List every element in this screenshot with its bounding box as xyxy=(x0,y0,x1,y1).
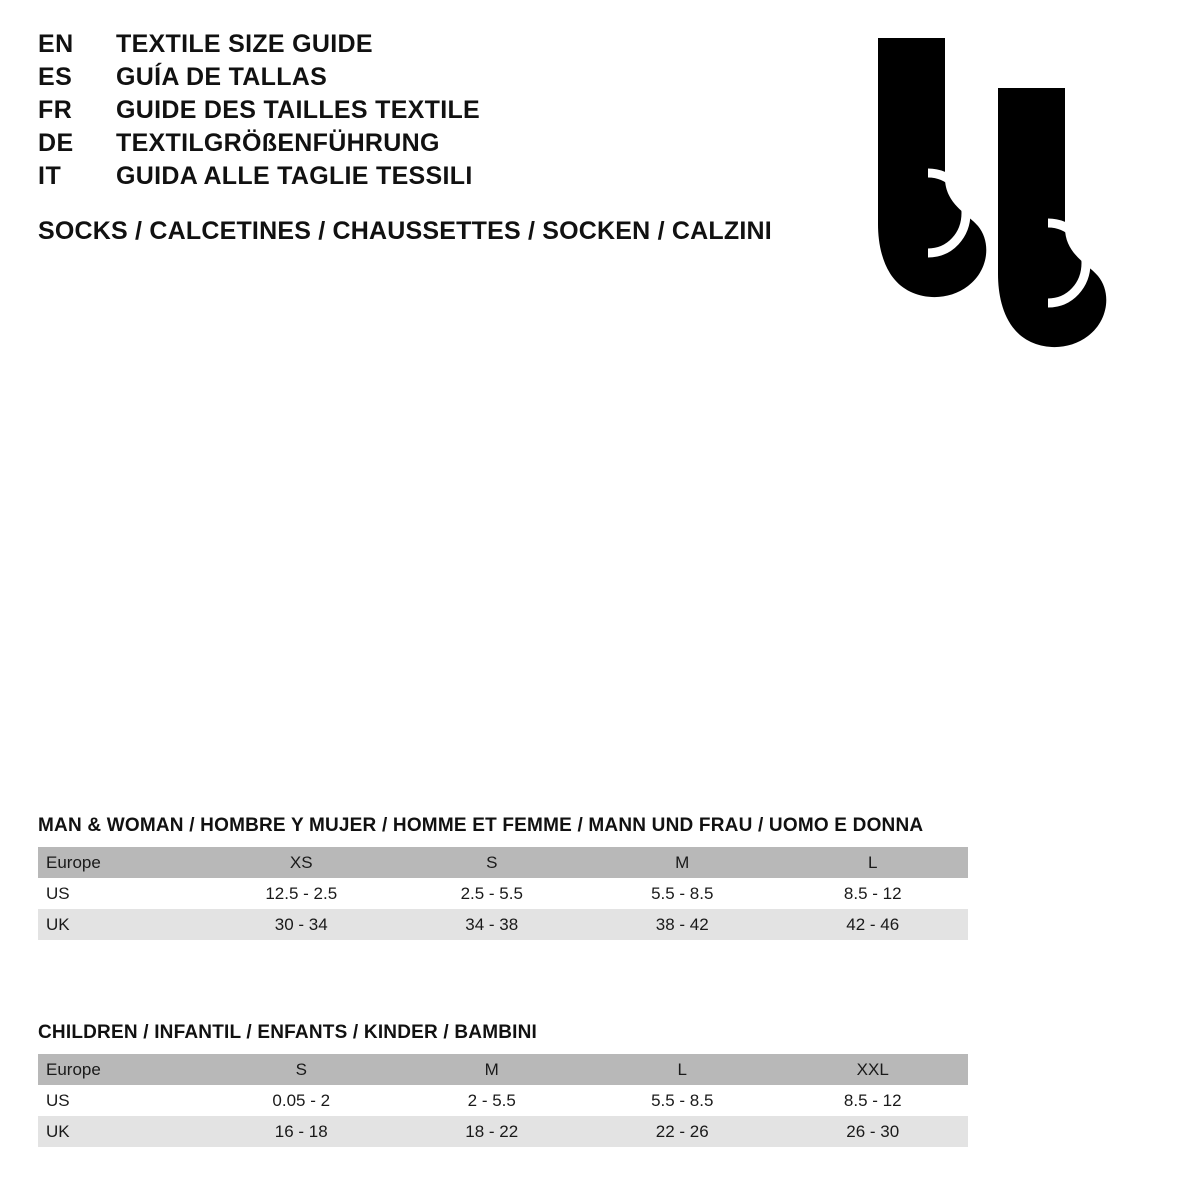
table-caption: MAN & WOMAN / HOMBRE Y MUJER / HOMME ET FEMME / MANN UND FRAU / UOMO E DONNA xyxy=(38,815,924,836)
row-label: Europe xyxy=(38,847,206,878)
cell-value: 38 - 42 xyxy=(587,909,778,940)
table-row xyxy=(38,1116,968,1147)
language-row-de xyxy=(38,129,798,158)
cell-value: 5.5 - 8.5 xyxy=(587,1085,778,1116)
man-woman-size-table-block xyxy=(38,815,968,940)
language-code: DE xyxy=(38,129,74,157)
cell-value: 34 - 38 xyxy=(397,909,588,940)
cell-value: 18 - 22 xyxy=(397,1116,588,1147)
cell-value: S xyxy=(397,847,588,878)
cell-value: 22 - 26 xyxy=(587,1116,778,1147)
cell-value: M xyxy=(397,1054,588,1085)
row-label: UK xyxy=(38,909,206,940)
row-label: UK xyxy=(38,1116,206,1147)
cell-value: S xyxy=(206,1054,397,1085)
table-caption: CHILDREN / INFANTIL / ENFANTS / KINDER / BAMBINI xyxy=(38,1022,538,1043)
cell-value: L xyxy=(587,1054,778,1085)
language-row-it xyxy=(38,162,798,191)
row-label: US xyxy=(38,878,206,909)
cell-value: 5.5 - 8.5 xyxy=(587,878,778,909)
cell-value: 8.5 - 12 xyxy=(778,878,969,909)
cell-value: 12.5 - 2.5 xyxy=(206,878,397,909)
man-woman-size-table xyxy=(38,847,968,940)
children-size-table xyxy=(38,1054,968,1147)
page-title: SOCKS / CALCETINES / CHAUSSETTES / SOCKEN / CALZINI xyxy=(38,217,772,245)
row-label: US xyxy=(38,1085,206,1116)
language-title: GUÍA DE TALLAS xyxy=(116,63,328,91)
language-title: TEXTILE SIZE GUIDE xyxy=(116,30,373,58)
table-row xyxy=(38,847,968,878)
cell-value: 16 - 18 xyxy=(206,1116,397,1147)
table-row xyxy=(38,1054,968,1085)
cell-value: 26 - 30 xyxy=(778,1116,969,1147)
language-code: ES xyxy=(38,63,73,91)
table-row xyxy=(38,909,968,940)
language-row-fr xyxy=(38,96,798,125)
cell-value: XXL xyxy=(778,1054,969,1085)
cell-value: L xyxy=(778,847,969,878)
language-title: GUIDE DES TAILLES TEXTILE xyxy=(116,96,481,124)
language-code: IT xyxy=(38,162,62,190)
language-title: TEXTILGRÖßENFÜHRUNG xyxy=(116,129,440,157)
cell-value: 30 - 34 xyxy=(206,909,397,940)
cell-value: M xyxy=(587,847,778,878)
cell-value: 0.05 - 2 xyxy=(206,1085,397,1116)
language-row-en xyxy=(38,30,798,59)
language-title: GUIDA ALLE TAGLIE TESSILI xyxy=(116,162,473,190)
cell-value: 2.5 - 5.5 xyxy=(397,878,588,909)
language-code: FR xyxy=(38,96,73,124)
table-row xyxy=(38,878,968,909)
row-label: Europe xyxy=(38,1054,206,1085)
cell-value: 8.5 - 12 xyxy=(778,1085,969,1116)
cell-value: 42 - 46 xyxy=(778,909,969,940)
size-guide-header xyxy=(38,30,798,246)
children-size-table-block xyxy=(38,1022,968,1147)
table-row xyxy=(38,1085,968,1116)
language-code: EN xyxy=(38,30,74,58)
language-row-es xyxy=(38,63,798,92)
cell-value: 2 - 5.5 xyxy=(397,1085,588,1116)
socks-icon xyxy=(800,28,1130,358)
cell-value: XS xyxy=(206,847,397,878)
